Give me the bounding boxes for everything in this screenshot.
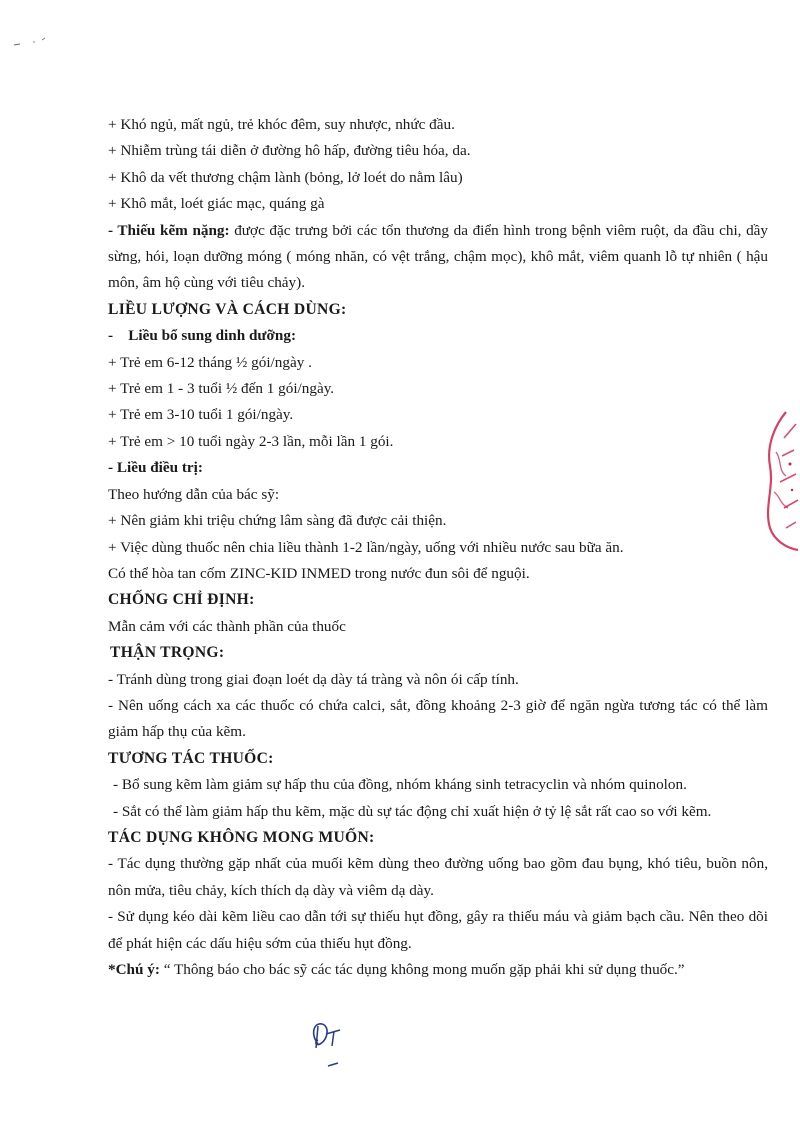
symptom-line: + Nhiễm trùng tái diễn ở đường hô hấp, đường tiêu hóa, da. [108,142,471,160]
symptom-line: + Khô mắt, loét giác mạc, quáng gà [108,195,325,213]
interaction-item: - Bổ sung kẽm làm giảm sự hấp thu của đồng, nhóm kháng sinh tetracyclin và nhóm quinolon. [113,776,687,794]
stamp-mark-icon [756,404,800,554]
supplement-dose-label: - Liều bổ sung dinh dưỡng: [108,327,297,345]
side-effects-note [108,957,768,983]
contraindications-text: Mẫn cảm với các thành phần của thuốc [108,617,346,635]
treatment-item: + Việc dùng thuốc nên chia liều thành 1-2 lần/ngày, uống với nhiều nước sau bữa ăn. [108,538,624,556]
dose-item: + Trẻ em > 10 tuổi ngày 2-3 lần, mỗi lần 1 gói. [108,432,394,450]
treatment-intro: Theo hướng dẫn của bác sỹ: [108,485,280,503]
interactions-heading: TƯƠNG TÁC THUỐC: [108,749,274,767]
precaution-item: - Nên uống cách xa các thuốc có chứa calci, sắt, đồng khoảng 2-3 giờ để ngăn ngừa tương tác có thể làm giảm hấp thụ của kẽm. [108,696,768,741]
treatment-item: + Nên giảm khi triệu chứng lâm sàng đã được cải thiện. [108,512,447,530]
precautions-heading: THẬN TRỌNG: [110,644,225,662]
dose-item: + Trẻ em 3-10 tuổi 1 gói/ngày. [108,406,294,424]
side-effect-item: - Tác dụng thường gặp nhất của muối kẽm dùng theo đường uống bao gồm đau bụng, khó tiêu, buồn nôn, nôn mửa, tiêu chảy, kích thích dạ dày và viêm dạ dày. [108,855,768,899]
severe-deficiency-label: - Thiếu kẽm nặng: [108,221,230,239]
precaution-item: - Tránh dùng trong giai đoạn loét dạ dày tá tràng và nôn ói cấp tính. [108,670,519,688]
handwritten-signature-icon [304,1014,354,1072]
document-body [108,112,768,983]
note-label: *Chú ý: [108,961,160,978]
severe-deficiency-paragraph [108,218,768,297]
contraindications-heading: CHỐNG CHỈ ĐỊNH: [108,591,255,609]
dose-item: + Trẻ em 1 - 3 tuổi ½ đến 1 gói/ngày. [108,380,335,398]
side-effect-item: - Sử dụng kéo dài kẽm liều cao dẫn tới sự thiếu hụt đồng, gây ra thiếu máu và giảm bạch cầu. Nên theo dõi để phát hiện các dấu hiệu sớm của thiếu hụt đồng. [108,908,768,952]
side-effects-heading: TÁC DỤNG KHÔNG MONG MUỐN: [108,828,375,846]
severe-deficiency-text: được đặc trưng bởi các tổn thương da điển hình trong bệnh viêm ruột, da đầu chi, dầy sừng, hói, loạn dưỡng móng ( móng nhăn, có vệt trắng, chậm mọc), khô mắt, viêm quanh lỗ tự nhiên ( hậu môn, âm hộ cùng với tiêu chảy). [108,221,768,292]
dosage-heading: LIỀU LƯỢNG VÀ CÁCH DÙNG: [108,300,347,318]
scan-speck-icon [12,36,52,50]
dissolve-instruction: Có thể hòa tan cốm ZINC-KID INMED trong nước đun sôi để nguội. [108,564,530,582]
interaction-item: - Sắt có thể làm giảm hấp thu kẽm, mặc dù sự tác động chỉ xuất hiện ở tỷ lệ sắt rất cao so với kẽm. [113,802,712,820]
symptom-line: + Khô da vết thương chậm lành (bỏng, lở loét do nằm lâu) [108,168,463,186]
treatment-dose-label: - Liều điều trị: [108,459,203,477]
note-text: “ Thông báo cho bác sỹ các tác dụng không mong muốn gặp phải khi sử dụng thuốc.” [159,961,685,978]
symptom-line: + Khó ngủ, mất ngủ, trẻ khóc đêm, suy nhược, nhức đầu. [108,116,455,133]
dose-item: + Trẻ em 6-12 tháng ½ gói/ngày . [108,353,312,371]
